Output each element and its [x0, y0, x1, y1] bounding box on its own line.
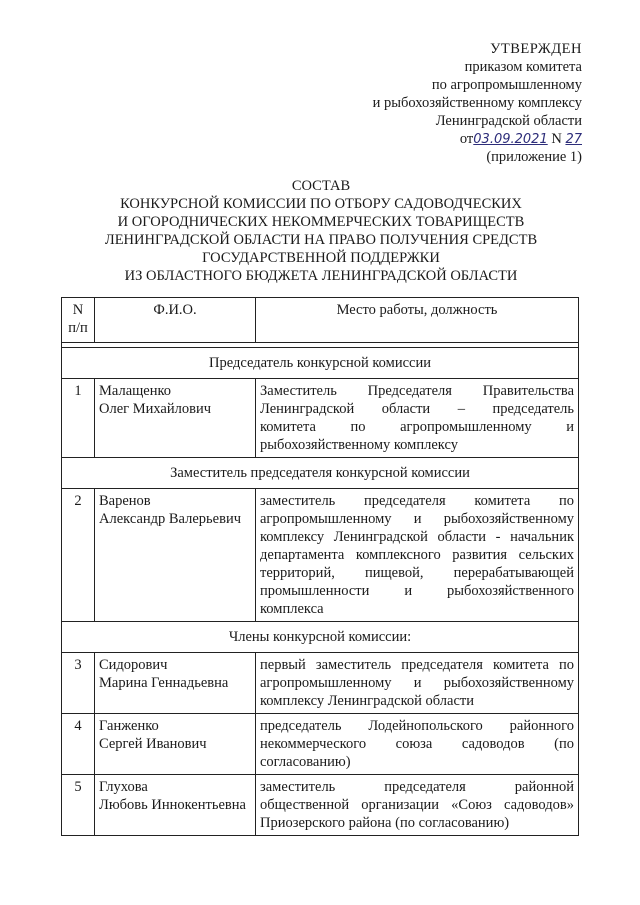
section-row: [62, 348, 579, 379]
approval-line: и рыбохозяйственному комплексу: [372, 95, 582, 111]
commission-table: [61, 297, 579, 836]
row-number: 5: [62, 775, 95, 836]
member-position: [256, 775, 579, 836]
title-line: И ОГОРОДНИЧЕСКИХ НЕКОММЕРЧЕСКИХ ТОВАРИЩЕСТВ: [117, 214, 525, 230]
member-position: [256, 653, 579, 714]
position-line: комплекса: [260, 601, 324, 617]
document-title: [60, 177, 582, 285]
title-line: СОСТАВ: [291, 178, 351, 194]
number-prefix: N: [551, 131, 562, 147]
member-position: [256, 489, 579, 622]
position-line: согласованию): [260, 754, 351, 770]
position-line: промышленности и рыбохозяйственного: [260, 583, 574, 599]
position-line: общественной организации «Союз садоводов»: [260, 797, 574, 813]
member-name: [95, 714, 256, 775]
table-row: [62, 489, 579, 622]
handwritten-date: 03.09.2021: [473, 132, 548, 147]
position-line: Приозерского района (по согласованию): [260, 815, 510, 831]
title-line: ЛЕНИНГРАДСКОЙ ОБЛАСТИ НА ПРАВО ПОЛУЧЕНИЯ СРЕДСТВ: [104, 232, 538, 248]
position-line: Заместитель Председателя Правительства: [260, 383, 574, 399]
member-given-name: Любовь Иннокентьевна: [99, 797, 246, 813]
approval-heading: УТВЕРЖДЕН: [490, 41, 582, 57]
title-line: КОНКУРСНОЙ КОМИССИИ ПО ОТБОРУ САДОВОДЧЕСКИХ: [120, 196, 522, 212]
position-line: заместитель председателя комитета по: [260, 493, 574, 509]
position-line: агропромышленному и рыбохозяйственному: [260, 511, 574, 527]
header-number-line: N: [72, 302, 84, 318]
section-label: Председатель конкурсной комиссии: [62, 348, 579, 379]
position-line: комплексу Ленинградской области - начальник: [260, 529, 574, 545]
section-label: Члены конкурсной комиссии:: [62, 622, 579, 653]
member-name: [95, 379, 256, 458]
position-line: территорий, пищевой, перерабатывающей: [260, 565, 574, 581]
row-number: 3: [62, 653, 95, 714]
member-surname: Сидорович: [99, 657, 168, 673]
row-number: 4: [62, 714, 95, 775]
approval-block: [373, 40, 582, 166]
section-row: [62, 622, 579, 653]
position-line: председатель Лодейнопольского районного: [260, 718, 574, 734]
member-name: [95, 653, 256, 714]
member-surname: Глухова: [99, 779, 148, 795]
member-position: [256, 714, 579, 775]
position-line: рыбохозяйственному комплексу: [260, 437, 458, 453]
table-header-row: [62, 298, 579, 343]
position-line: заместитель председателя районной: [260, 779, 574, 795]
position-line: департамента комплексного развития сельских: [260, 547, 574, 563]
date-prefix: от: [459, 131, 474, 147]
member-given-name: Александр Валерьевич: [99, 511, 241, 527]
table-row: [62, 379, 579, 458]
member-position: [256, 379, 579, 458]
approval-line: приказом комитета: [464, 59, 582, 75]
title-line: ИЗ ОБЛАСТНОГО БЮДЖЕТА ЛЕНИНГРАДСКОЙ ОБЛАСТИ: [124, 268, 518, 284]
position-line: первый заместитель председателя комитета по: [260, 657, 574, 673]
member-name: [95, 775, 256, 836]
member-given-name: Сергей Иванович: [99, 736, 207, 752]
header-name: Ф.И.О.: [95, 298, 256, 343]
row-number: 2: [62, 489, 95, 622]
member-surname: Ганженко: [99, 718, 159, 734]
position-line: некоммерческого союза садоводов (по: [260, 736, 574, 752]
handwritten-number: 27: [565, 132, 582, 147]
table-row: [62, 714, 579, 775]
position-line: комитета по агропромышленному и: [260, 419, 574, 435]
table-row: [62, 775, 579, 836]
header-number: [62, 298, 95, 343]
section-label: Заместитель председателя конкурсной комиссии: [62, 458, 579, 489]
member-given-name: Марина Геннадьевна: [99, 675, 229, 691]
approval-date-line: [373, 130, 582, 148]
section-row: [62, 458, 579, 489]
appendix-label: (приложение 1): [486, 149, 582, 165]
position-line: Ленинградской области – председатель: [260, 401, 574, 417]
member-surname: Малащенко: [99, 383, 172, 399]
approval-line: Ленинградской области: [435, 113, 582, 129]
approval-line: по агропромышленному: [431, 77, 582, 93]
member-given-name: Олег Михайлович: [99, 401, 212, 417]
title-line: ГОСУДАРСТВЕННОЙ ПОДДЕРЖКИ: [202, 250, 440, 266]
table-row: [62, 653, 579, 714]
header-number-line: п/п: [68, 320, 88, 336]
position-line: агропромышленному и рыбохозяйственному: [260, 675, 574, 691]
position-line: комплексу Ленинградской области: [260, 693, 475, 709]
row-number: 1: [62, 379, 95, 458]
member-surname: Варенов: [99, 493, 151, 509]
header-job: Место работы, должность: [256, 298, 579, 343]
member-name: [95, 489, 256, 622]
